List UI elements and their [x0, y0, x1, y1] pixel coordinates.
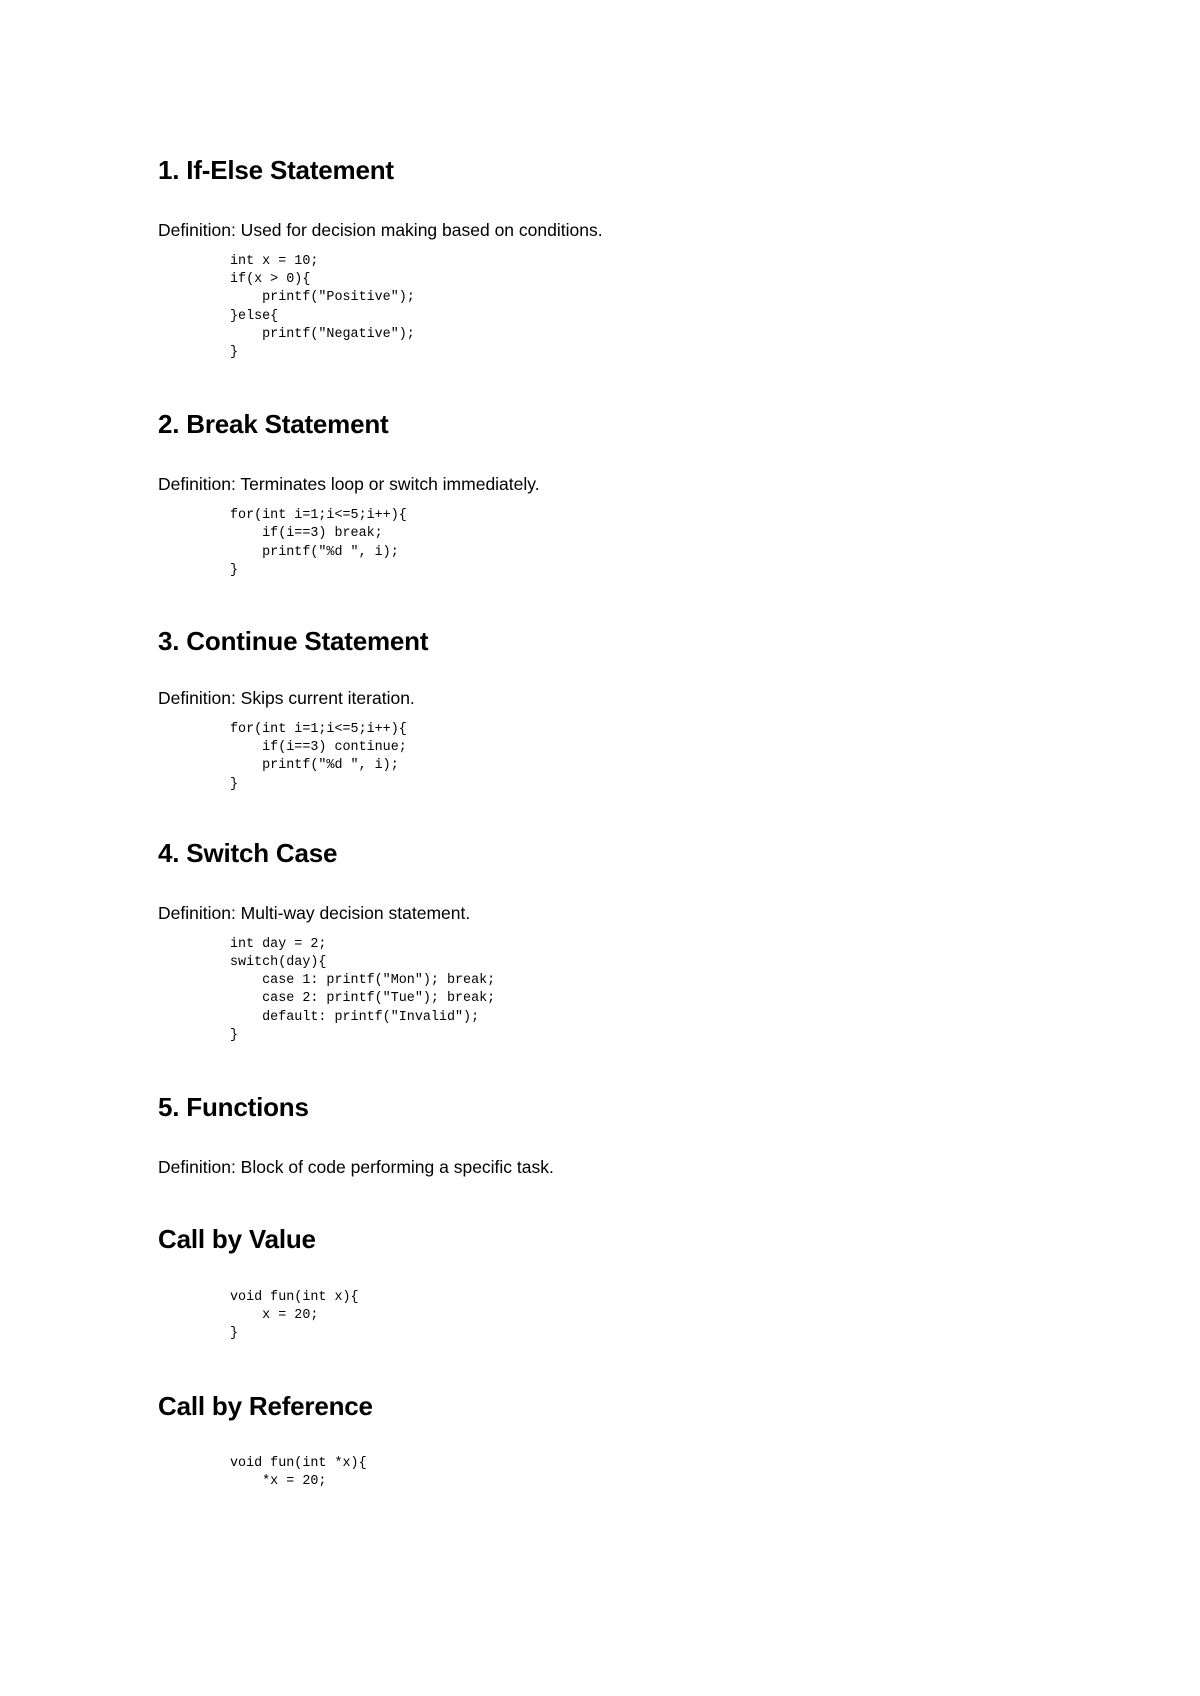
code-block-call-by-reference: void fun(int *x){ *x = 20;	[230, 1455, 367, 1489]
definition-switch-case: Definition: Multi-way decision statement.	[158, 902, 471, 923]
section-heading-call-by-reference: Call by Reference	[158, 1390, 373, 1421]
section-heading-continue: 3. Continue Statement	[158, 626, 429, 657]
code-block-call-by-value: void fun(int x){ x = 20; }	[230, 1290, 359, 1342]
definition-if-else: Definition: Used for decision making based on conditions.	[158, 220, 603, 240]
code-block-break: for(int i=1;i<=5;i++){ if(i==3) break; printf("%d ", i); }	[230, 508, 407, 578]
section-heading-switch-case: 4. Switch Case	[158, 837, 338, 868]
code-block-switch-case: int day = 2; switch(day){ case 1: printf("Mon"); break; case 2: printf("Tue"); break; default: printf("Invalid"); }	[230, 936, 496, 1043]
definition-break: Definition: Terminates loop or switch immediately.	[158, 474, 540, 495]
document-page	[158, 155, 1138, 1491]
definition-continue: Definition: Skips current iteration.	[158, 688, 415, 709]
code-block-if-else: int x = 10; if(x > 0){ printf("Positive"); }else{ printf("Negative"); }	[230, 254, 415, 361]
code-block-continue: for(int i=1;i<=5;i++){ if(i==3) continue; printf("%d ", i); }	[230, 722, 407, 792]
section-heading-call-by-value: Call by Value	[158, 1224, 316, 1255]
section-heading-if-else: 1. If-Else Statement	[158, 155, 394, 185]
section-heading-break: 2. Break Statement	[158, 409, 389, 440]
section-heading-functions: 5. Functions	[158, 1092, 309, 1123]
definition-functions: Definition: Block of code performing a specific task.	[158, 1157, 554, 1178]
